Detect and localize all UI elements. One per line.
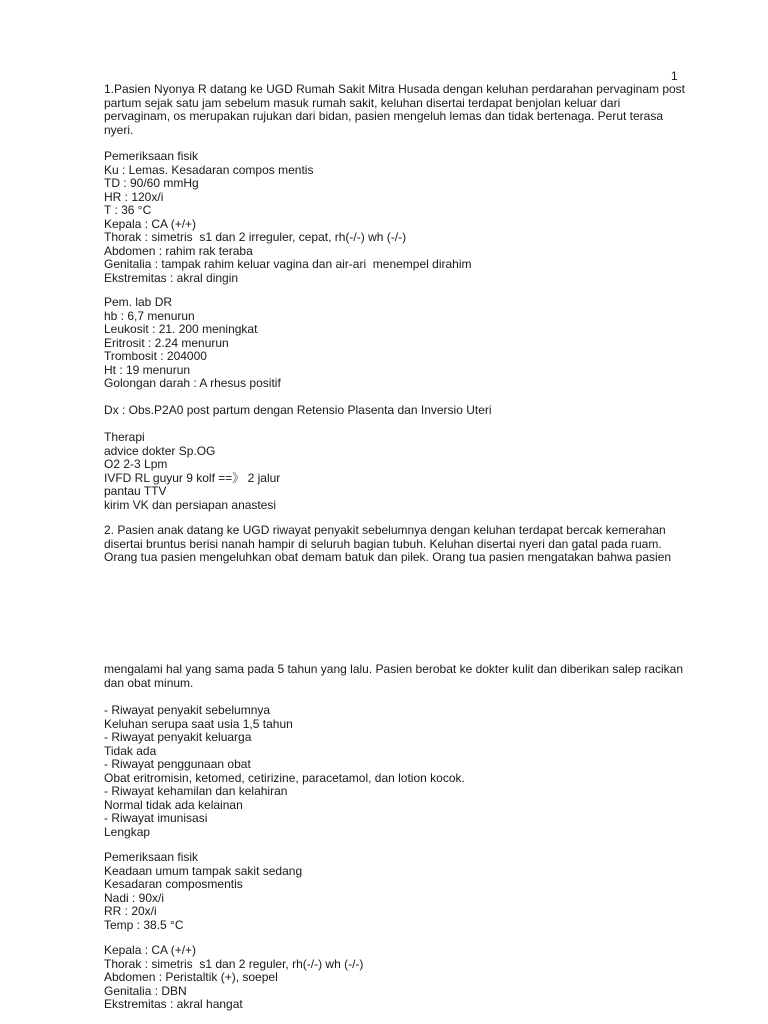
text-line: TD : 90/60 mmHg (104, 176, 199, 190)
text-line: Kesadaran composmentis (104, 877, 243, 891)
text-line: Keadaan umum tampak sakit sedang (104, 863, 303, 878)
text-line: Genitalia : tampak rahim keluar vagina dan air-ari menempel dirahim (104, 257, 472, 271)
text-line: pervaginam, os merupakan rujukan dari bidan, pasien mengeluh lemas dan tidak bertenaga. Perut terasa (104, 109, 664, 123)
text-line: mengalami hal yang sama pada 5 tahun yang lalu. Pasien berobat ke dokter kulit dan diberikan salep racikan (104, 662, 684, 676)
case2-continuation (104, 663, 684, 690)
text-line: disertai bruntus berisi nanah hampir di seluruh bagian tubuh. Keluhan disertai nyeri dan gatal pada ruam. (104, 536, 662, 551)
case2-intro (104, 524, 684, 565)
text-line: Ku : Lemas. Kesadaran compos mentis (104, 162, 314, 177)
text-line: Temp : 38.5 °C (104, 917, 184, 932)
text-line: 1.Pasien Nyonya R datang ke UGD Rumah Sakit Mitra Husada dengan keluhan perdarahan pervaginam post (104, 82, 686, 96)
text-line: Dx : Obs.P2A0 post partum dengan Retensio Plasenta dan Inversio Uteri (104, 403, 492, 417)
section-heading: Pemeriksaan fisik (104, 850, 199, 864)
case1-lab (104, 296, 684, 391)
case1-intro (104, 83, 684, 137)
text-line: HR : 120x/i (104, 189, 164, 204)
text-line: - Riwayat penyakit keluarga (104, 730, 252, 744)
text-line: RR : 20x/i (104, 904, 157, 918)
text-line: partum sejak satu jam sebelum masuk rumah sakit, keluhan disertai terdapat benjolan keluar dari (104, 95, 621, 110)
text-line: Eritrosit : 2.24 menurun (104, 335, 229, 350)
text-line: Ekstremitas : akral dingin (104, 270, 239, 285)
case2-physical-exam-2 (104, 944, 684, 1012)
text-line: kirim VK dan persiapan anastesi (104, 497, 277, 512)
text-line: Abdomen : Peristaltik (+), soepel (104, 970, 278, 984)
text-line: Thorak : simetris s1 dan 2 reguler, rh(-/-) wh (-/-) (104, 956, 364, 971)
text-line: Abdomen : rahim rak teraba (104, 243, 253, 258)
text-line: Obat eritromisin, ketomed, cetirizine, paracetamol, dan lotion kocok. (104, 770, 465, 785)
case1-therapy (104, 431, 684, 512)
page-number: 1 (671, 69, 678, 83)
text-line: Kepala : CA (+/+) (104, 943, 197, 957)
text-line: 2. Pasien anak datang ke UGD riwayat penyakit sebelumnya dengan keluhan terdapat bercak kemerahan (104, 523, 666, 537)
text-line: Ht : 19 menurun (104, 362, 191, 377)
case1-physical-exam (104, 150, 684, 285)
text-line: - Riwayat kehamilan dan kelahiran (104, 784, 288, 798)
text-line: Trombosit : 204000 (104, 349, 207, 363)
text-line: Kepala : CA (+/+) (104, 216, 197, 231)
case1-diagnosis (104, 404, 684, 418)
text-line: O2 2-3 Lpm (104, 457, 168, 471)
section-heading: Pem. lab DR (104, 295, 173, 309)
section-heading: Therapi (104, 430, 145, 444)
text-line: Genitalia : DBN (104, 983, 187, 998)
text-line: Thorak : simetris s1 dan 2 irreguler, cepat, rh(-/-) wh (-/-) (104, 230, 407, 244)
text-line: IVFD RL guyur 9 kolf ==》 2 jalur (104, 470, 281, 485)
case2-history (104, 704, 684, 839)
text-line: Tidak ada (104, 743, 157, 758)
text-line: Orang tua pasien mengeluhkan obat demam batuk dan pilek. Orang tua pasien mengatakan bahwa pasien (104, 550, 672, 564)
text-line: Ekstremitas : akral hangat (104, 997, 243, 1011)
text-line: Nadi : 90x/i (104, 890, 165, 905)
text-line: - Riwayat penggunaan obat (104, 757, 251, 771)
text-line: hb : 6,7 menurun (104, 308, 195, 323)
section-heading: Pemeriksaan fisik (104, 149, 199, 163)
text-line: advice dokter Sp.OG (104, 443, 216, 458)
text-line: dan obat minum. (104, 675, 194, 690)
case2-physical-exam (104, 851, 684, 932)
text-line: Normal tidak ada kelainan (104, 797, 243, 812)
text-line: Lengkap (104, 824, 151, 839)
text-line: - Riwayat imunisasi (104, 811, 208, 825)
text-line: pantau TTV (104, 484, 167, 498)
text-line: Golongan darah : A rhesus positif (104, 376, 281, 390)
text-line: Keluhan serupa saat usia 1,5 tahun (104, 716, 293, 731)
text-line: - Riwayat penyakit sebelumnya (104, 703, 271, 717)
text-line: Leukosit : 21. 200 meningkat (104, 322, 258, 336)
text-line: nyeri. (104, 122, 134, 137)
text-line: T : 36 °C (104, 203, 152, 217)
